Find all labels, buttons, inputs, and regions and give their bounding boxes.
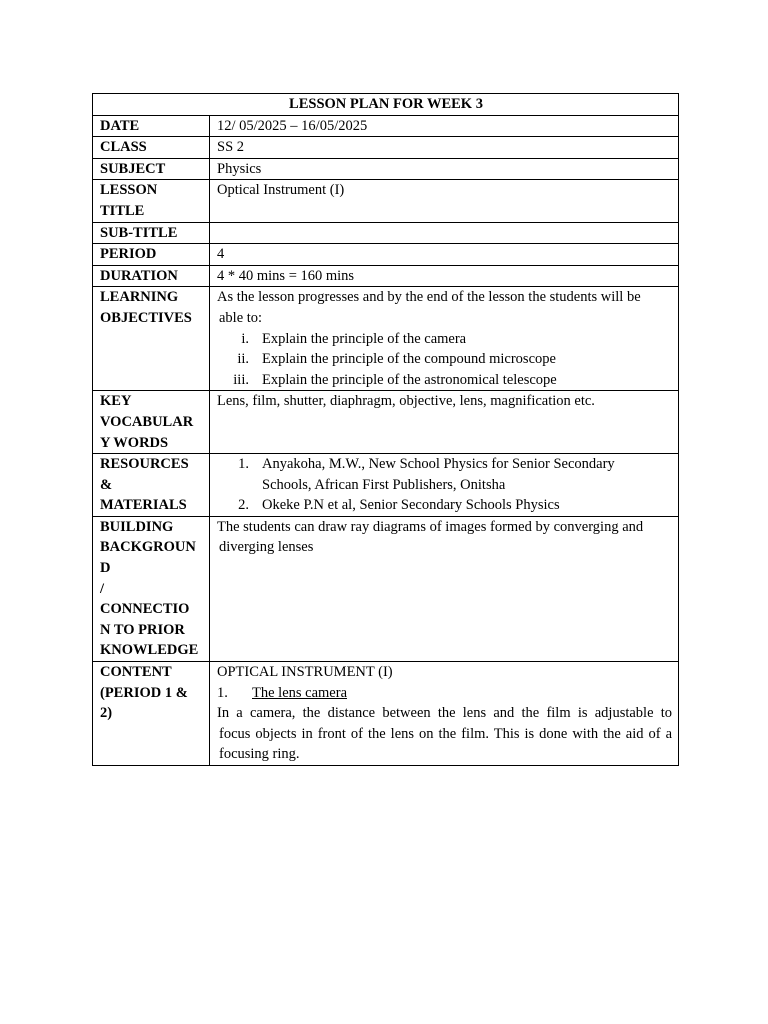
objectives-value: [210, 287, 679, 391]
table-row-subject: [93, 158, 679, 180]
period-value: 4: [210, 244, 679, 266]
date-label: DATE: [93, 115, 210, 137]
resources-label-line: RESOURCES: [100, 456, 189, 473]
resources-label: [93, 454, 210, 517]
background-label-line: CONNECTIO: [100, 601, 190, 618]
section-title: The lens camera: [252, 684, 348, 701]
objectives-label: [93, 287, 210, 391]
content-label-line: 2): [100, 705, 113, 722]
background-text-line: diverging lenses: [219, 539, 314, 556]
subject-label: SUBJECT: [93, 158, 210, 180]
lesson-plan-page: [92, 93, 678, 766]
table-row-sub-title: [93, 222, 679, 244]
period-label: PERIOD: [93, 244, 210, 266]
background-value: [210, 516, 679, 661]
sub-title-value: [210, 222, 679, 244]
date-value: 12/ 05/2025 – 16/05/2025: [210, 115, 679, 137]
table-row-objectives: [93, 287, 679, 391]
lesson-title-label-line: TITLE: [100, 202, 145, 219]
table-row-class: [93, 137, 679, 159]
subject-value: Physics: [210, 158, 679, 180]
vocabulary-label-line: VOCABULAR: [100, 413, 194, 430]
background-label-line: BACKGROUN: [100, 539, 196, 556]
objectives-list: [217, 329, 672, 391]
vocabulary-label: [93, 391, 210, 454]
title-row: [93, 94, 679, 116]
list-item-text: Anyakoha, M.W., New School Physics for Senior Secondary: [262, 456, 615, 473]
lesson-title-value: Optical Instrument (I): [210, 180, 679, 222]
background-text-line: The students can draw ray diagrams of images formed by converging and: [217, 518, 644, 535]
background-label-line: KNOWLEDGE: [100, 642, 199, 659]
list-item: [217, 495, 672, 516]
list-item: [217, 370, 672, 391]
vocabulary-label-line: KEY: [100, 393, 132, 410]
list-item-text: Okeke P.N et al, Senior Secondary Schools Physics: [262, 497, 560, 514]
table-row-vocabulary: [93, 391, 679, 454]
list-item-number: ii.: [237, 351, 249, 368]
list-item: [217, 454, 672, 495]
list-item-number: 2.: [238, 497, 249, 514]
objectives-intro: able to:: [219, 309, 263, 326]
content-paragraph-line: In a camera, the distance between the lens and the film is adjustable to: [217, 705, 673, 722]
duration-label: DURATION: [93, 265, 210, 287]
class-label: CLASS: [93, 137, 210, 159]
background-label-line: N TO PRIOR: [100, 621, 185, 638]
content-heading: OPTICAL INSTRUMENT (I): [217, 664, 393, 681]
content-label-line: CONTENT: [100, 664, 172, 681]
list-item-number: 1.: [238, 456, 249, 473]
objectives-intro: As the lesson progresses and by the end of the lesson the students will be: [217, 289, 641, 306]
background-label: [93, 516, 210, 661]
objectives-label-line: LEARNING: [100, 289, 179, 306]
list-item-number: i.: [241, 330, 249, 347]
resources-list: [217, 454, 672, 516]
vocabulary-label-line: Y WORDS: [100, 434, 169, 451]
list-item-text: Explain the principle of the astronomical telescope: [262, 371, 557, 388]
list-item: [217, 329, 672, 350]
background-label-line: /: [100, 580, 105, 597]
objectives-label-line: OBJECTIVES: [100, 309, 192, 326]
content-label: [93, 662, 210, 766]
table-title: LESSON PLAN FOR WEEK 3: [93, 94, 679, 116]
list-item-text: Explain the principle of the camera: [262, 330, 467, 347]
section-number: 1.: [217, 684, 228, 701]
table-row-content: [93, 662, 679, 766]
background-label-line: D: [100, 560, 111, 577]
table-row-resources: [93, 454, 679, 517]
resources-value: [210, 454, 679, 517]
vocabulary-value: Lens, film, shutter, diaphragm, objective, lens, magnification etc.: [210, 391, 679, 454]
content-value: [210, 662, 679, 766]
table-row-date: [93, 115, 679, 137]
table-row-background: [93, 516, 679, 661]
list-item: [217, 349, 672, 370]
lesson-plan-table: [92, 93, 679, 766]
content-label-line: (PERIOD 1 &: [100, 684, 188, 701]
table-row-period: [93, 244, 679, 266]
class-value: SS 2: [210, 137, 679, 159]
list-item-number: iii.: [233, 371, 249, 388]
table-row-duration: [93, 265, 679, 287]
content-paragraph-line: focus objects in front of the lens on the film. This is done with the aid of a: [219, 725, 673, 742]
lesson-title-label: [93, 180, 210, 222]
content-section-heading: [217, 683, 672, 704]
list-item-text: Explain the principle of the compound microscope: [262, 351, 556, 368]
table-row-lesson-title: [93, 180, 679, 222]
duration-value: 4 * 40 mins = 160 mins: [210, 265, 679, 287]
background-label-line: BUILDING: [100, 518, 174, 535]
content-paragraph-line: focusing ring.: [219, 746, 300, 763]
resources-label-line: &: [100, 476, 113, 493]
list-item-text: Schools, African First Publishers, Onitsha: [262, 476, 506, 493]
resources-label-line: MATERIALS: [100, 497, 187, 514]
sub-title-label: SUB-TITLE: [93, 222, 210, 244]
lesson-title-label-line: LESSON: [100, 182, 158, 199]
